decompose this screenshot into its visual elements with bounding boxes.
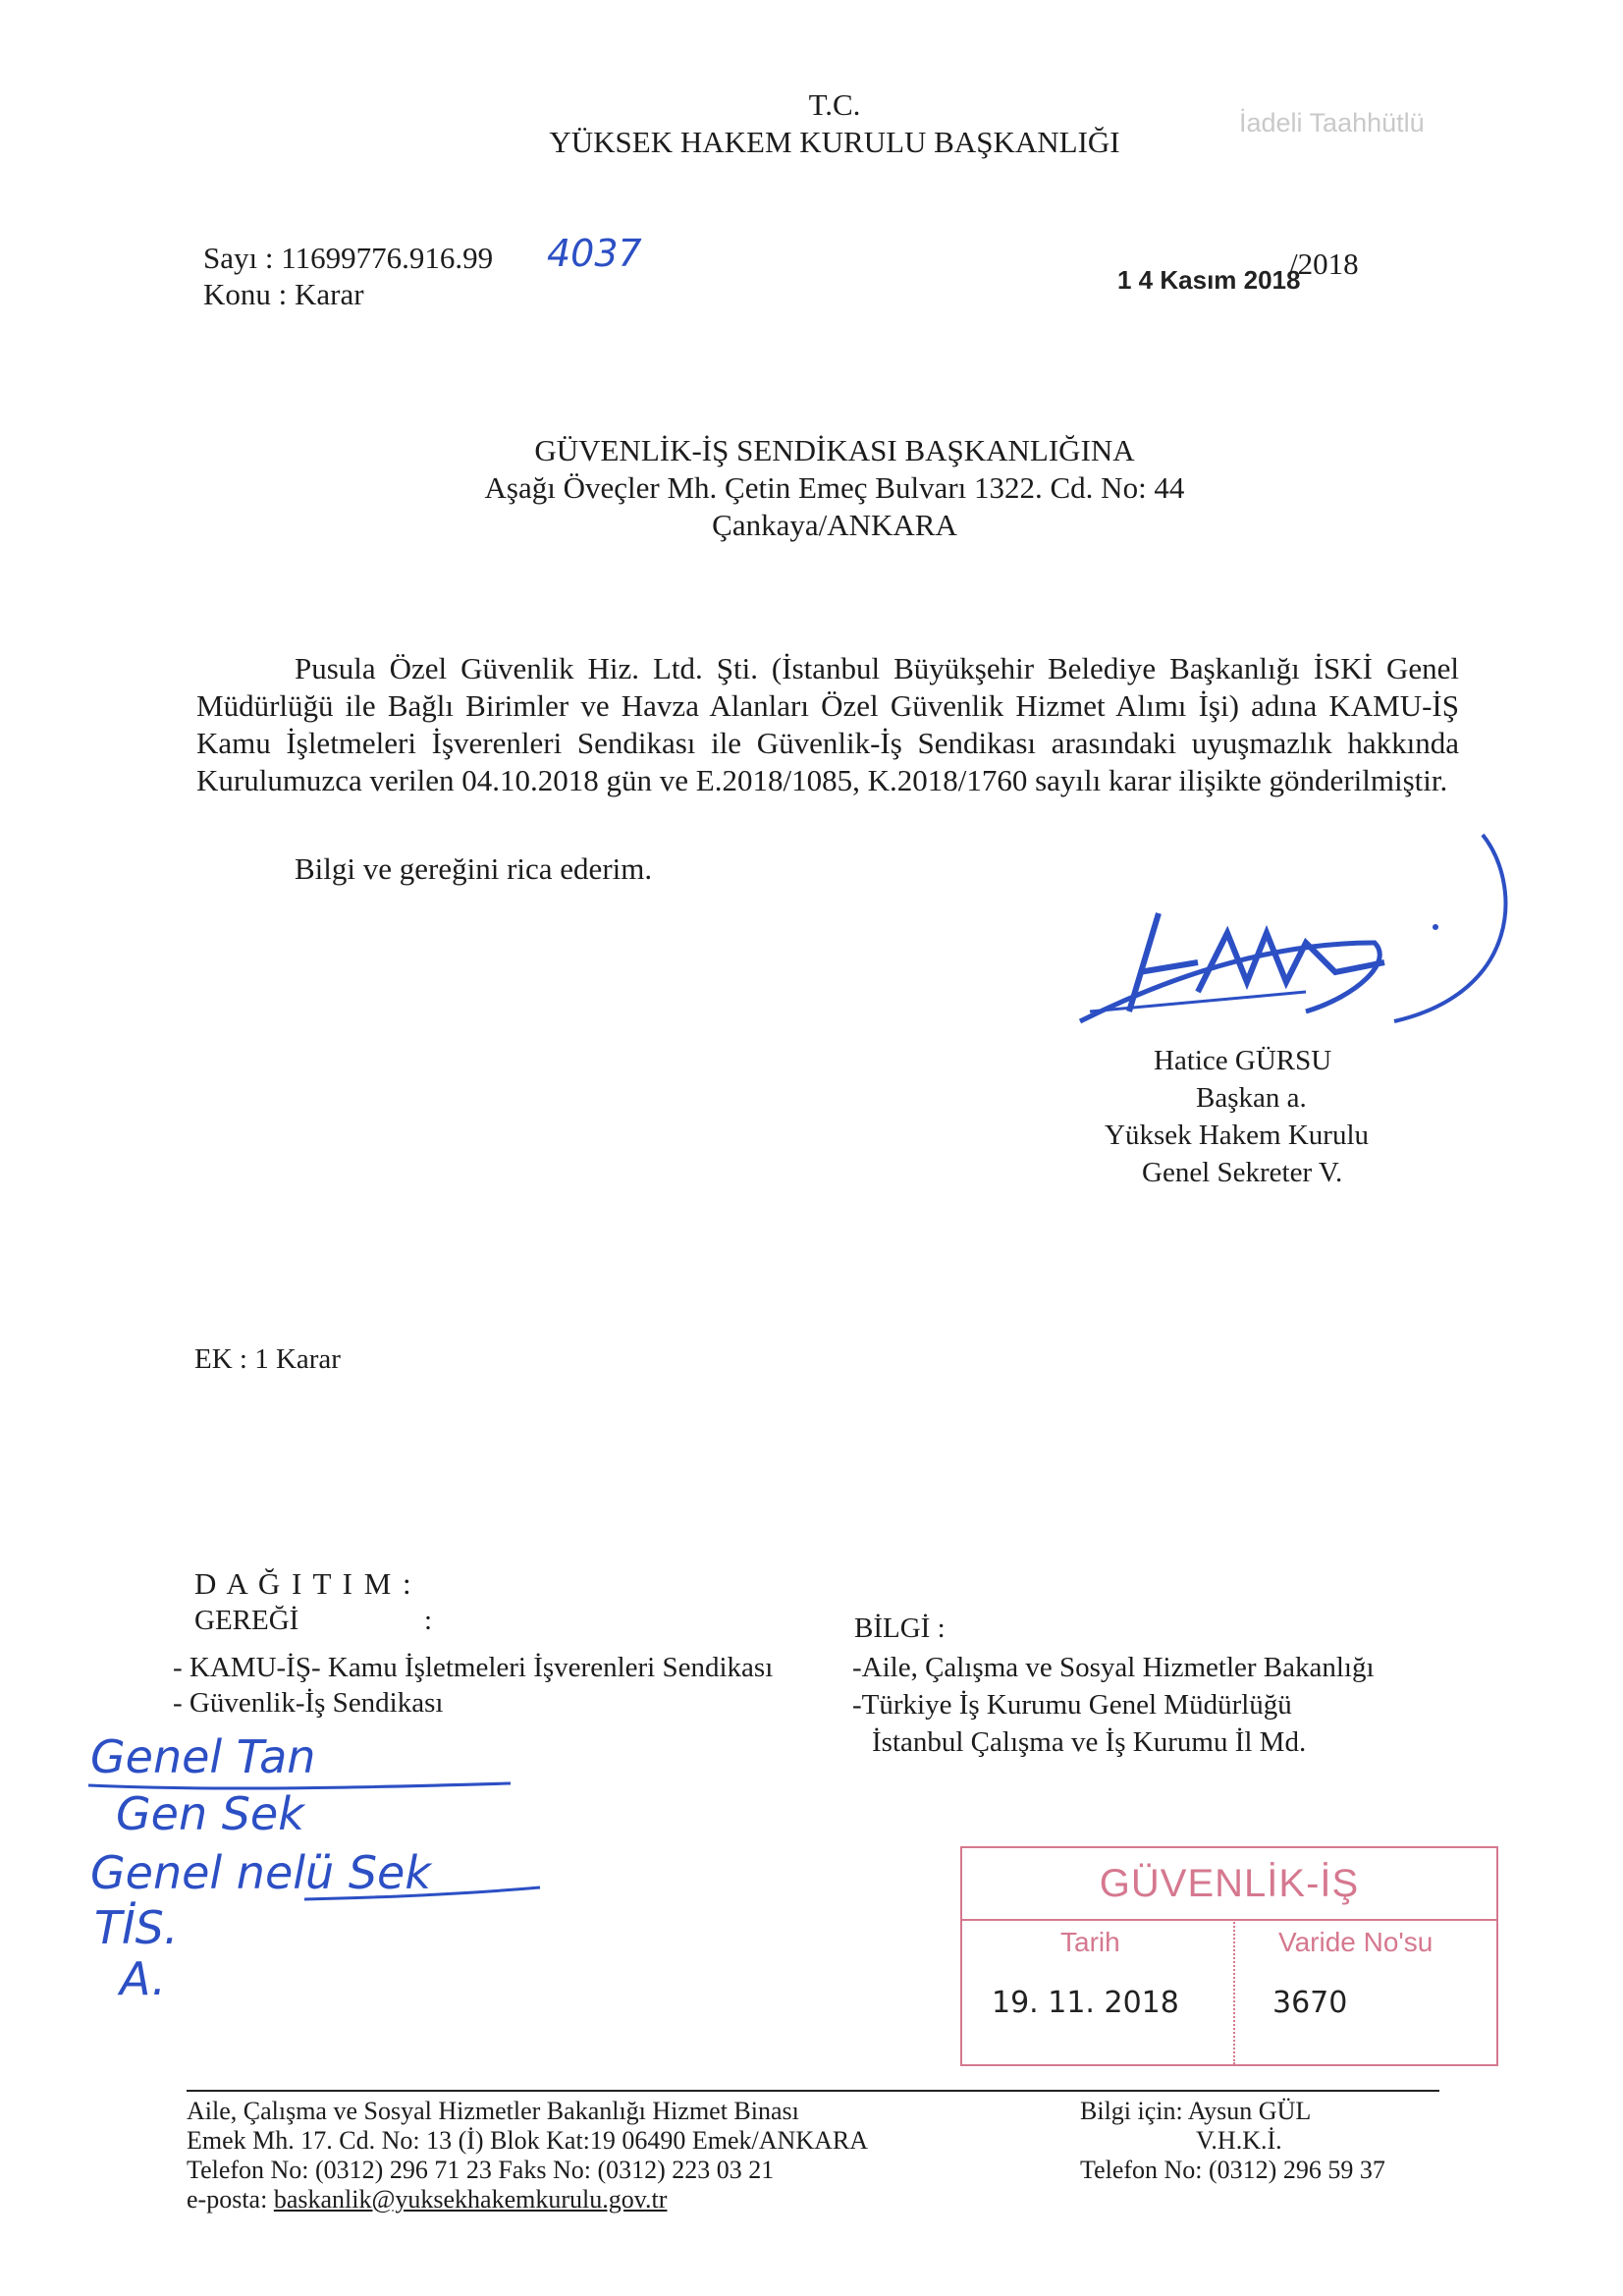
- subject-line: Konu : Karar: [203, 277, 364, 311]
- letterhead-tc: T.C.: [808, 87, 861, 122]
- bilgi-item-2: -Türkiye İş Kurumu Genel Müdürlüğü: [852, 1689, 1292, 1721]
- signatory-title-3: Genel Sekreter V.: [1142, 1157, 1343, 1188]
- bilgi-label: BİLGİ :: [854, 1613, 946, 1644]
- recipient-city: Çankaya/ANKARA: [712, 508, 957, 542]
- signatory-name: Hatice GÜRSU: [1154, 1045, 1332, 1076]
- handwritten-note-1: Genel Tan: [90, 1730, 316, 1783]
- bilgi-item-1: -Aile, Çalışma ve Sosyal Hizmetler Bakanlığı: [852, 1652, 1375, 1683]
- distribution-heading: D A Ğ I T I M :: [194, 1566, 413, 1601]
- footer-divider: [187, 2090, 1439, 2092]
- geregi-item-2: - Güvenlik-İş Sendikası: [173, 1687, 444, 1719]
- signatory-title-1: Başkan a.: [1196, 1082, 1307, 1114]
- date-year: /2018: [1289, 246, 1359, 281]
- geregi-item-1: - KAMU-İŞ- Kamu İşletmeleri İşverenleri Sendikası: [173, 1652, 774, 1683]
- bilgi-item-3: İstanbul Çalışma ve İş Kurumu İl Md.: [872, 1726, 1307, 1758]
- registered-mail-stamp: İadeli Taahhütlü: [1239, 108, 1425, 137]
- footer-email-label: e-posta:: [187, 2185, 268, 2214]
- handwritten-underline: [79, 1777, 550, 1905]
- receipt-date-value: 19. 11. 2018: [992, 1986, 1179, 2020]
- body-paragraph: Pusula Özel Güvenlik Hiz. Ltd. Şti. (İstanbul Büyükşehir Belediye Başkanlığı İSKİ Genel Müdürlüğü ile Bağlı Birimler ve Havza Alanları Özel Güvenlik Hizmet Alımı İşi) adına KAMU-İŞ Kamu İşletmeleri İşverenleri Sendikası ile Güvenlik-İş Sendikası arasındaki uyuşmazlık hakkında Kurulumuzca verilen 04.10.2018 gün ve E.2018/1085, K.2018/1760 sayılı karar ilişikte gönderilmiştir.: [196, 651, 1459, 797]
- geregi-label: GEREĞİ: [194, 1605, 299, 1636]
- attachment-line: EK : 1 Karar: [194, 1343, 341, 1375]
- receipt-stamp-divider: [962, 1919, 1496, 1921]
- footer-contact-name: Bilgi için: Aysun GÜL: [1080, 2097, 1312, 2125]
- handwritten-note-5: A.: [120, 1952, 166, 2005]
- reference-number: Sayı : 11699776.916.99: [203, 241, 494, 275]
- handwritten-note-3: Genel nelü Sek: [90, 1846, 431, 1899]
- recipient-address: Aşağı Öveçler Mh. Çetin Emeç Bulvarı 1322. Cd. No: 44: [484, 470, 1185, 505]
- handwritten-note-4: TİS.: [94, 1901, 179, 1954]
- recipient-name: GÜVENLİK-İŞ SENDİKASI BAŞKANLIĞINA: [534, 433, 1135, 467]
- handwritten-note-2: Gen Sek: [116, 1787, 304, 1840]
- closing-line: Bilgi ve gereğini rica ederim.: [295, 851, 653, 886]
- receipt-stamp-column-divider: [1233, 1919, 1235, 2064]
- footer-email-line: [187, 2184, 667, 2214]
- footer-contact-phone: Telefon No: (0312) 296 59 37: [1080, 2156, 1385, 2184]
- receipt-number-label: Varide No'su: [1278, 1927, 1434, 1957]
- letterhead-institution: YÜKSEK HAKEM KURULU BAŞKANLIĞI: [549, 125, 1120, 159]
- handwritten-reference-number: 4037: [547, 232, 642, 275]
- footer-contact-title: V.H.K.İ.: [1196, 2126, 1282, 2155]
- receipt-date-label: Tarih: [1060, 1927, 1120, 1957]
- signature-image: [1060, 825, 1512, 1051]
- receipt-number-value: 3670: [1272, 1986, 1348, 2020]
- receipt-stamp-title: GÜVENLİK-İŞ: [1099, 1862, 1360, 1905]
- footer-email-link[interactable]: baskanlik@yuksekhakemkurulu.gov.tr: [273, 2185, 668, 2214]
- footer-phone: Telefon No: (0312) 296 71 23 Faks No: (0312) 223 03 21: [187, 2156, 775, 2184]
- receipt-stamp: [960, 1846, 1498, 2066]
- date-stamp: 1 4 Kasım 2018: [1117, 265, 1301, 295]
- geregi-colon: :: [424, 1605, 433, 1636]
- footer-address-1: Aile, Çalışma ve Sosyal Hizmetler Bakanlığı Hizmet Binası: [187, 2097, 799, 2125]
- footer-address-2: Emek Mh. 17. Cd. No: 13 (İ) Blok Kat:19 06490 Emek/ANKARA: [187, 2126, 869, 2155]
- signatory-title-2: Yüksek Hakem Kurulu: [1105, 1120, 1370, 1151]
